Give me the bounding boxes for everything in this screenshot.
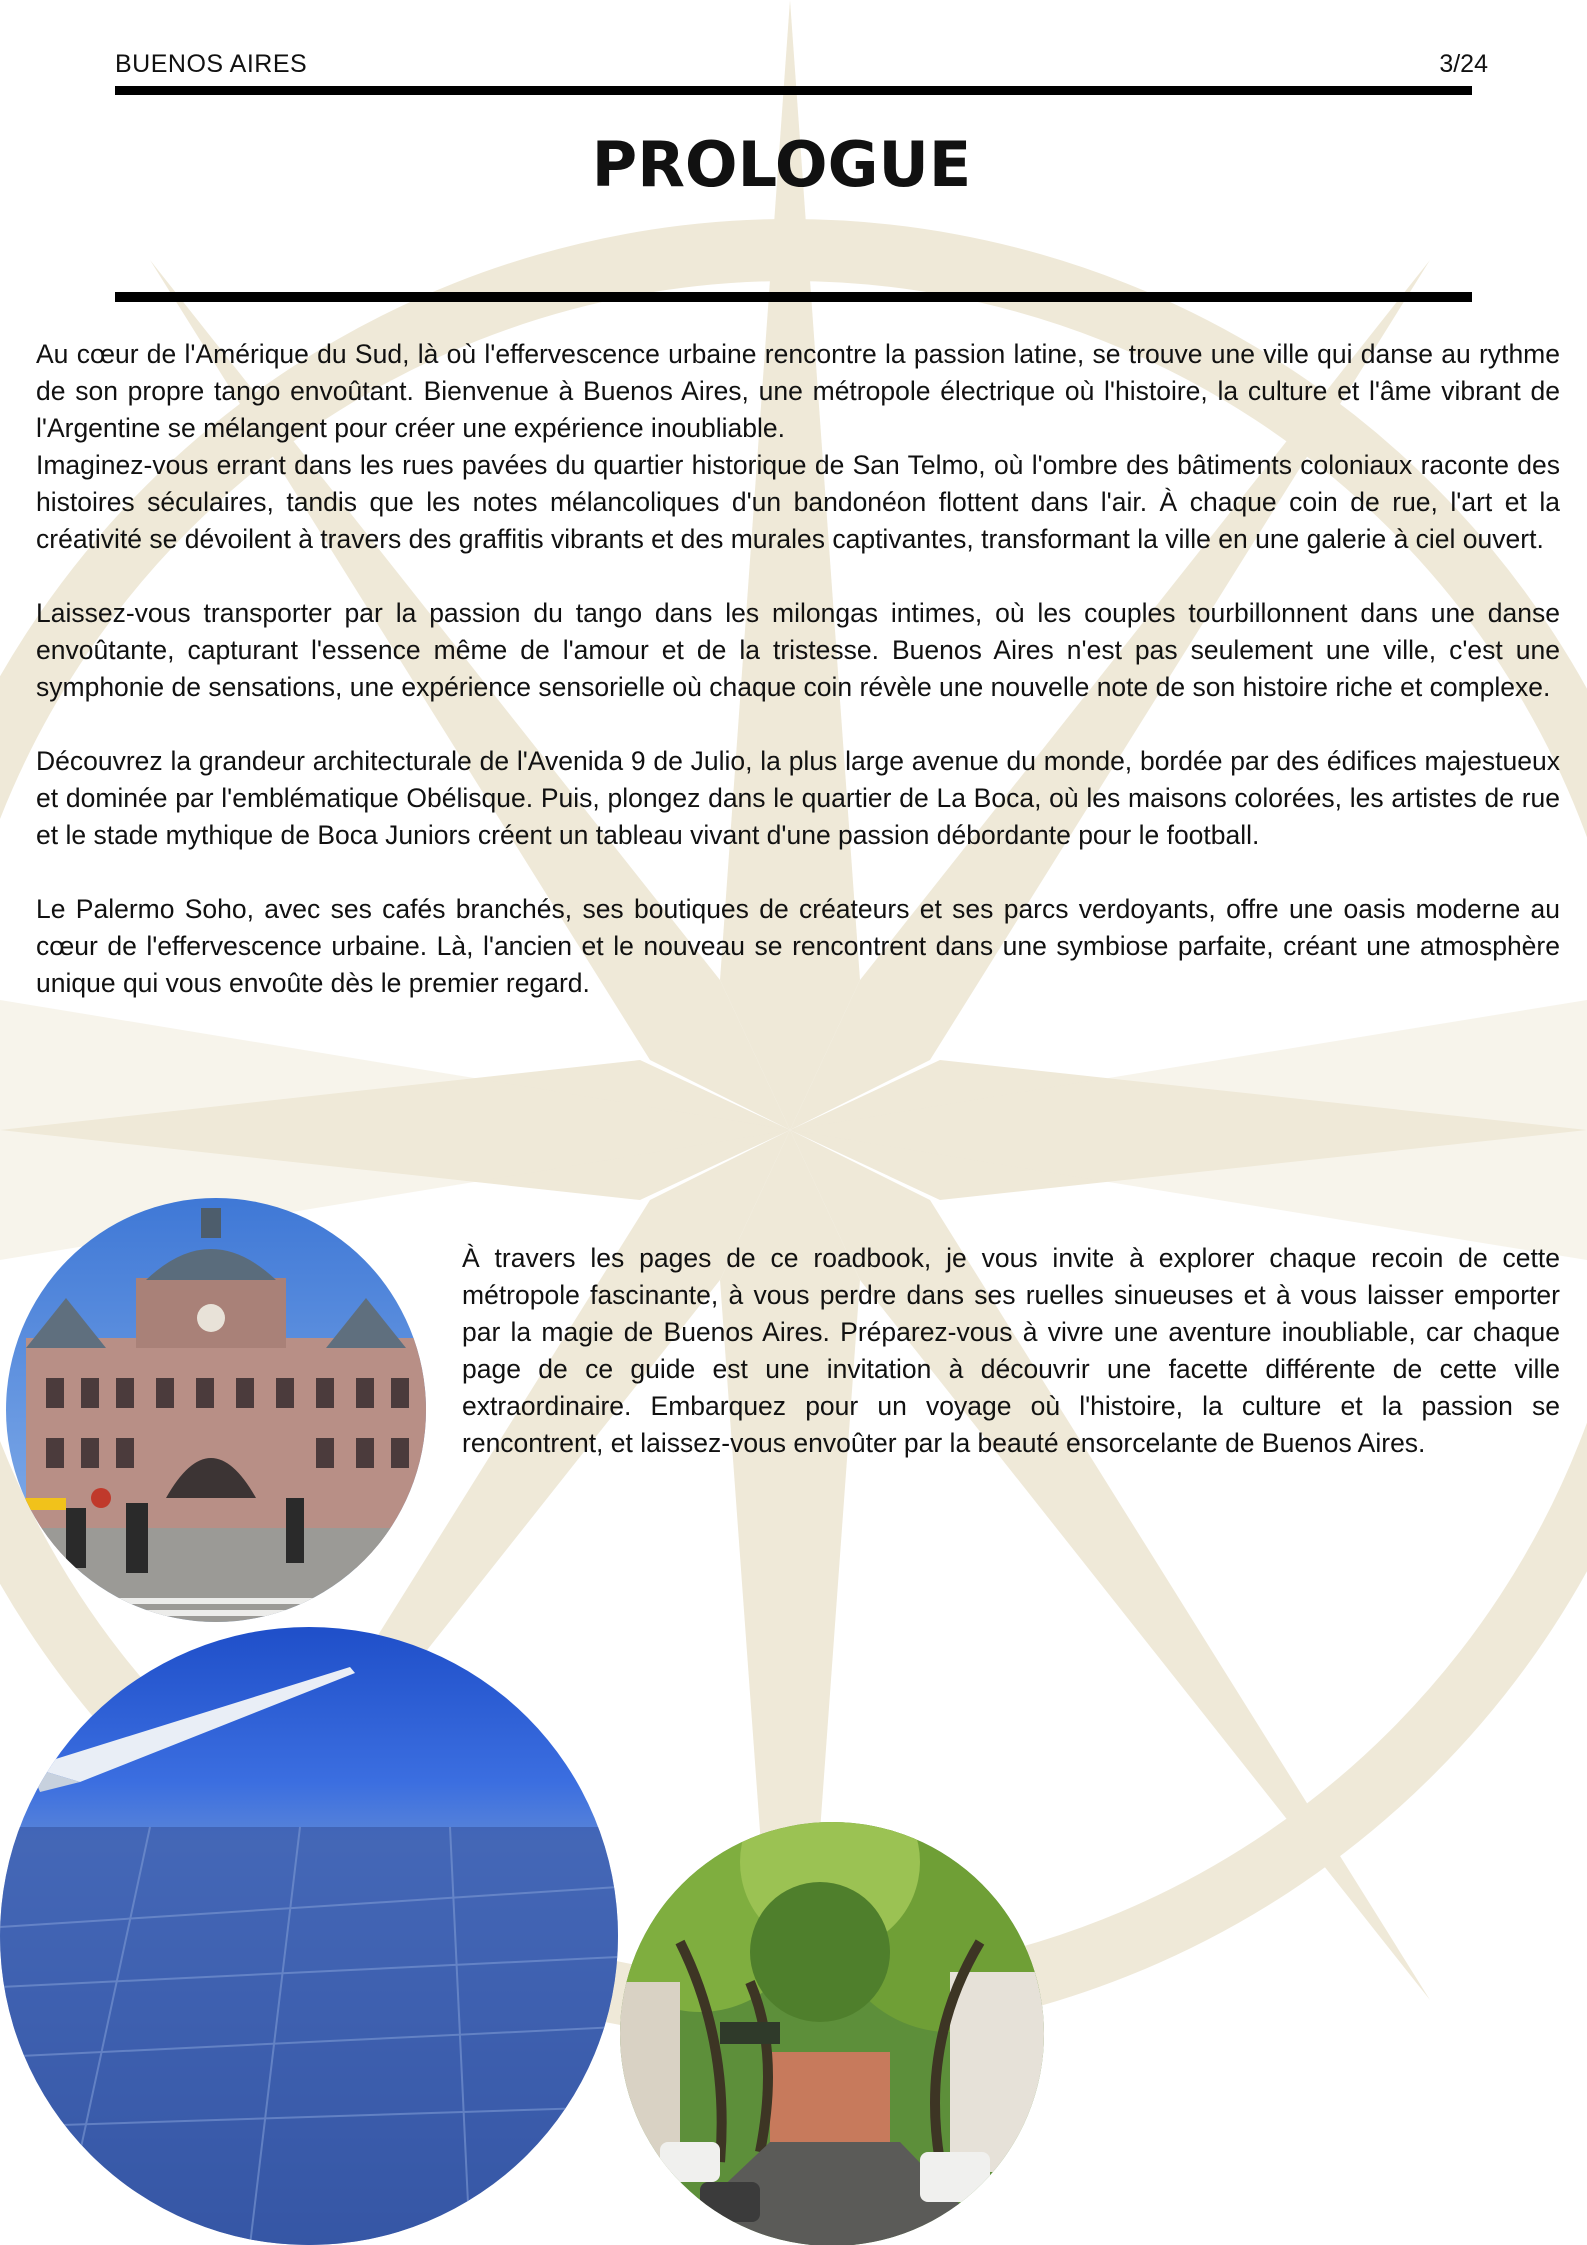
title-rule — [115, 292, 1472, 302]
roadbook-intro — [462, 1240, 1560, 1462]
prologue-body — [36, 336, 1560, 1002]
page-number: 3/24 — [1439, 50, 1488, 78]
paragraph-san-telmo: Imaginez-vous errant dans les rues pavées du quartier historique de San Telmo, où l'ombre des bâtiments coloniaux raconte des histoires séculaires, tandis que les notes mélancoliques d'un bandonéon flottent dans l'air. À chaque coin de rue, l'art et la créativité se dévoilent à travers des graffitis vibrants et des murales captivantes, transformant la ville en une galerie à ciel ouvert. — [36, 450, 1560, 554]
aerial-photo — [0, 1627, 618, 2245]
street-photo — [620, 1822, 1044, 2245]
page-title: PROLOGUE — [591, 128, 972, 201]
paragraph-palermo: Le Palermo Soho, avec ses cafés branchés, ses boutiques de créateurs et ses parcs verdoyants, offre une oasis moderne au cœur de l'effervescence urbaine. Là, l'ancien et le nouveau se rencontrent dans une symbiose parfaite, créant une atmosphère unique qui vous envoûte dès le premier regard. — [36, 894, 1560, 998]
paragraph-avenida: Découvrez la grandeur architecturale de l'Avenida 9 de Julio, la plus large avenue du monde, bordée par des édifices majestueux et dominée par l'emblématique Obélisque. Puis, plongez dans le quartier de La Boca, où les maisons colorées, les artistes de rue et le stade mythique de Boca Juniors créent un tableau vivant d'une passion débordante pour le football. — [36, 746, 1560, 850]
header-rule — [115, 86, 1472, 95]
header-title: BUENOS AIRES — [115, 50, 308, 78]
paragraph-tango: Laissez-vous transporter par la passion du tango dans les milongas intimes, où les couples tourbillonnent dans une danse envoûtante, capturant l'essence même de l'amour et de la tristesse. Buenos Aires n'est pas seulement une ville, c'est une symphonie de sensations, une expérience sensorielle où chaque coin révèle une nouvelle note de son histoire riche et complexe. — [36, 598, 1560, 702]
station-photo — [6, 1198, 426, 1622]
paragraph-roadbook: À travers les pages de ce roadbook, je vous invite à explorer chaque recoin de cette métropole fascinante, à vous perdre dans ses ruelles sinueuses et à vous laisser emporter par la magie de Buenos Aires. Préparez-vous à vivre une aventure inoubliable, car chaque page de ce guide est une invitation à découvrir une facette différente de cette ville extraordinaire. Embarquez pour un voyage où l'histoire, la culture et la passion se rencontrent, et laissez-vous envoûter par la beauté ensorcelante de Buenos Aires. — [462, 1243, 1560, 1458]
paragraph-intro: Au cœur de l'Amérique du Sud, là où l'effervescence urbaine rencontre la passion latine, se trouve une ville qui danse au rythme de son propre tango envoûtant. Bienvenue à Buenos Aires, une métropole électrique où l'histoire, la culture et l'âme vibrant de l'Argentine se mélangent pour créer une expérience inoubliable. — [36, 339, 1560, 443]
